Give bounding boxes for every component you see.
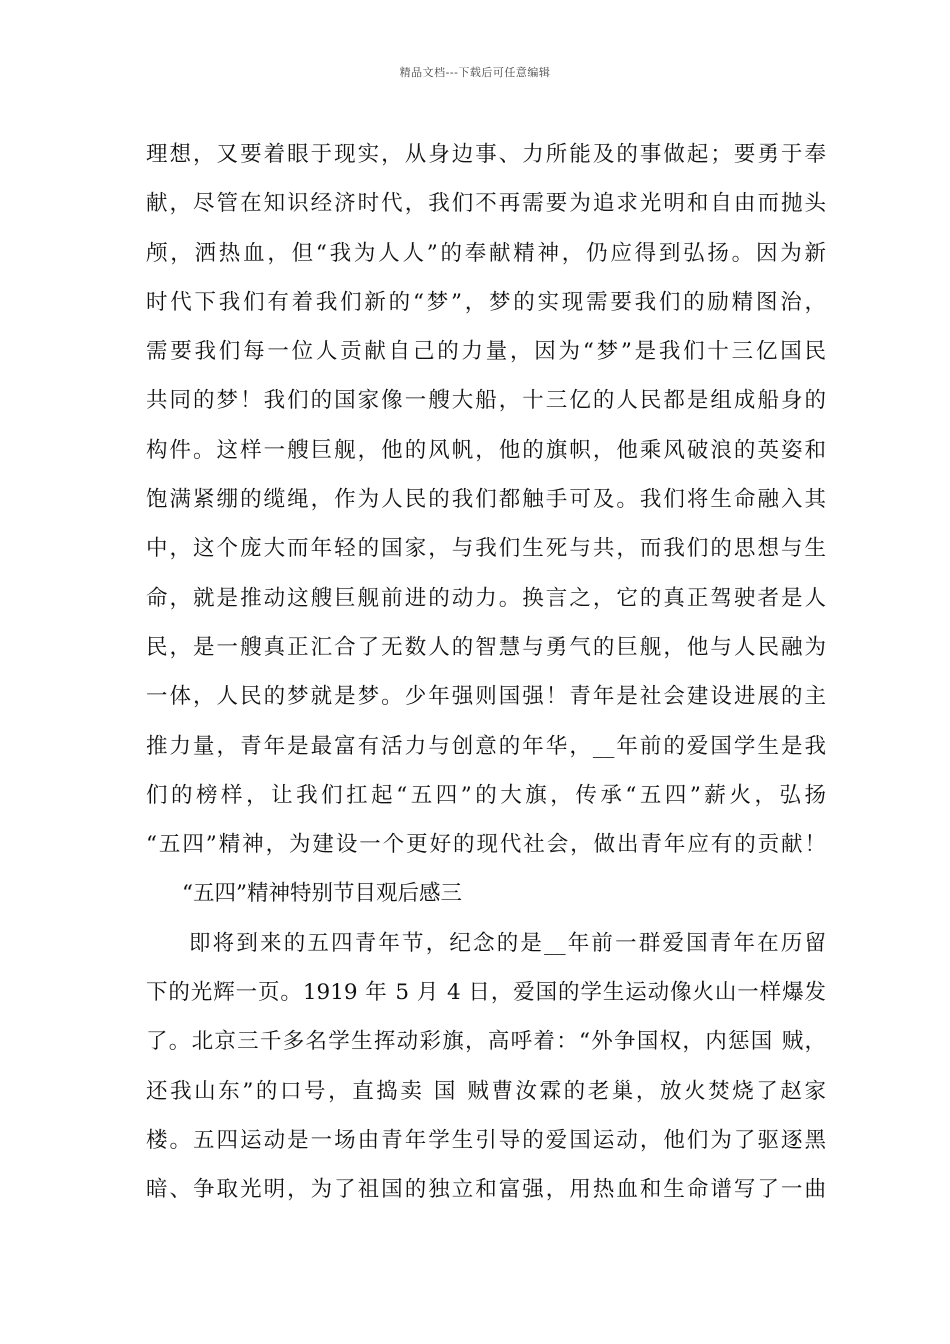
text-line: 楼。五四运动是一场由青年学生引导的爱国运动，他们为了驱逐黑: [146, 1127, 826, 1153]
text-line: 了。北京三千多名学生挥动彩旗，高呼着：“外争国权，内惩国 贼，: [146, 1029, 826, 1055]
text-line: 颅，洒热血，但“我为人人”的奉献精神，仍应得到弘扬。因为新: [146, 240, 826, 266]
text-line: 共同的梦！我们的国家像一艘大船，十三亿的人民都是组成船身的: [146, 388, 826, 414]
text-line: 还我山东”的口号，直捣卖 国 贼曹汝霖的老巢，放火焚烧了赵家: [146, 1078, 826, 1104]
document-body: [146, 130, 826, 1215]
text-line: 一体，人民的梦就是梦。少年强则国强！青年是社会建设进展的主: [146, 684, 826, 710]
page-header: 精品文档---下载后可任意编辑: [399, 66, 551, 79]
text-line: 暗、争取光明，为了祖国的独立和富强，用热血和生命谱写了一曲: [146, 1177, 826, 1203]
text-line: 命，就是推动这艘巨舰前进的动力。换言之，它的真正驾驶者是人: [146, 585, 826, 611]
section-title: “五四”精神特别节目观后感三: [182, 881, 462, 907]
text-line: 献，尽管在知识经济时代，我们不再需要为追求光明和自由而抛头: [146, 191, 826, 217]
text-line: 构件。这样一艘巨舰，他的风帆，他的旗帜，他乘风破浪的英姿和: [146, 437, 826, 463]
text-line: 推力量，青年是最富有活力与创意的年华，__年前的爱国学生是我: [146, 733, 826, 759]
text-line: “五四”精神，为建设一个更好的现代社会，做出青年应有的贡献！: [146, 832, 826, 858]
text-line: 饱满紧绷的缆绳，作为人民的我们都触手可及。我们将生命融入其: [146, 487, 826, 513]
text-line: 即将到来的五四青年节，纪念的是__年前一群爱国青年在历留: [189, 930, 826, 956]
text-line: 中，这个庞大而年轻的国家，与我们生死与共，而我们的思想与生: [146, 536, 826, 562]
text-line: 们的榜样，让我们扛起“五四”的大旗，传承“五四”薪火，弘扬: [146, 782, 826, 808]
text-line: 理想，又要着眼于现实，从身边事、力所能及的事做起；要勇于奉: [146, 142, 826, 167]
text-line: 时代下我们有着我们新的“梦”，梦的实现需要我们的励精图治，: [146, 289, 826, 315]
text-line: 需要我们每一位人贡献自己的力量，因为“梦”是我们十三亿国民: [146, 339, 826, 365]
text-line: 下的光辉一页。1919 年 5 月 4 日，爱国的学生运动像火山一样爆发: [146, 980, 826, 1006]
text-line: 民，是一艘真正汇合了无数人的智慧与勇气的巨舰，他与人民融为: [146, 634, 826, 660]
